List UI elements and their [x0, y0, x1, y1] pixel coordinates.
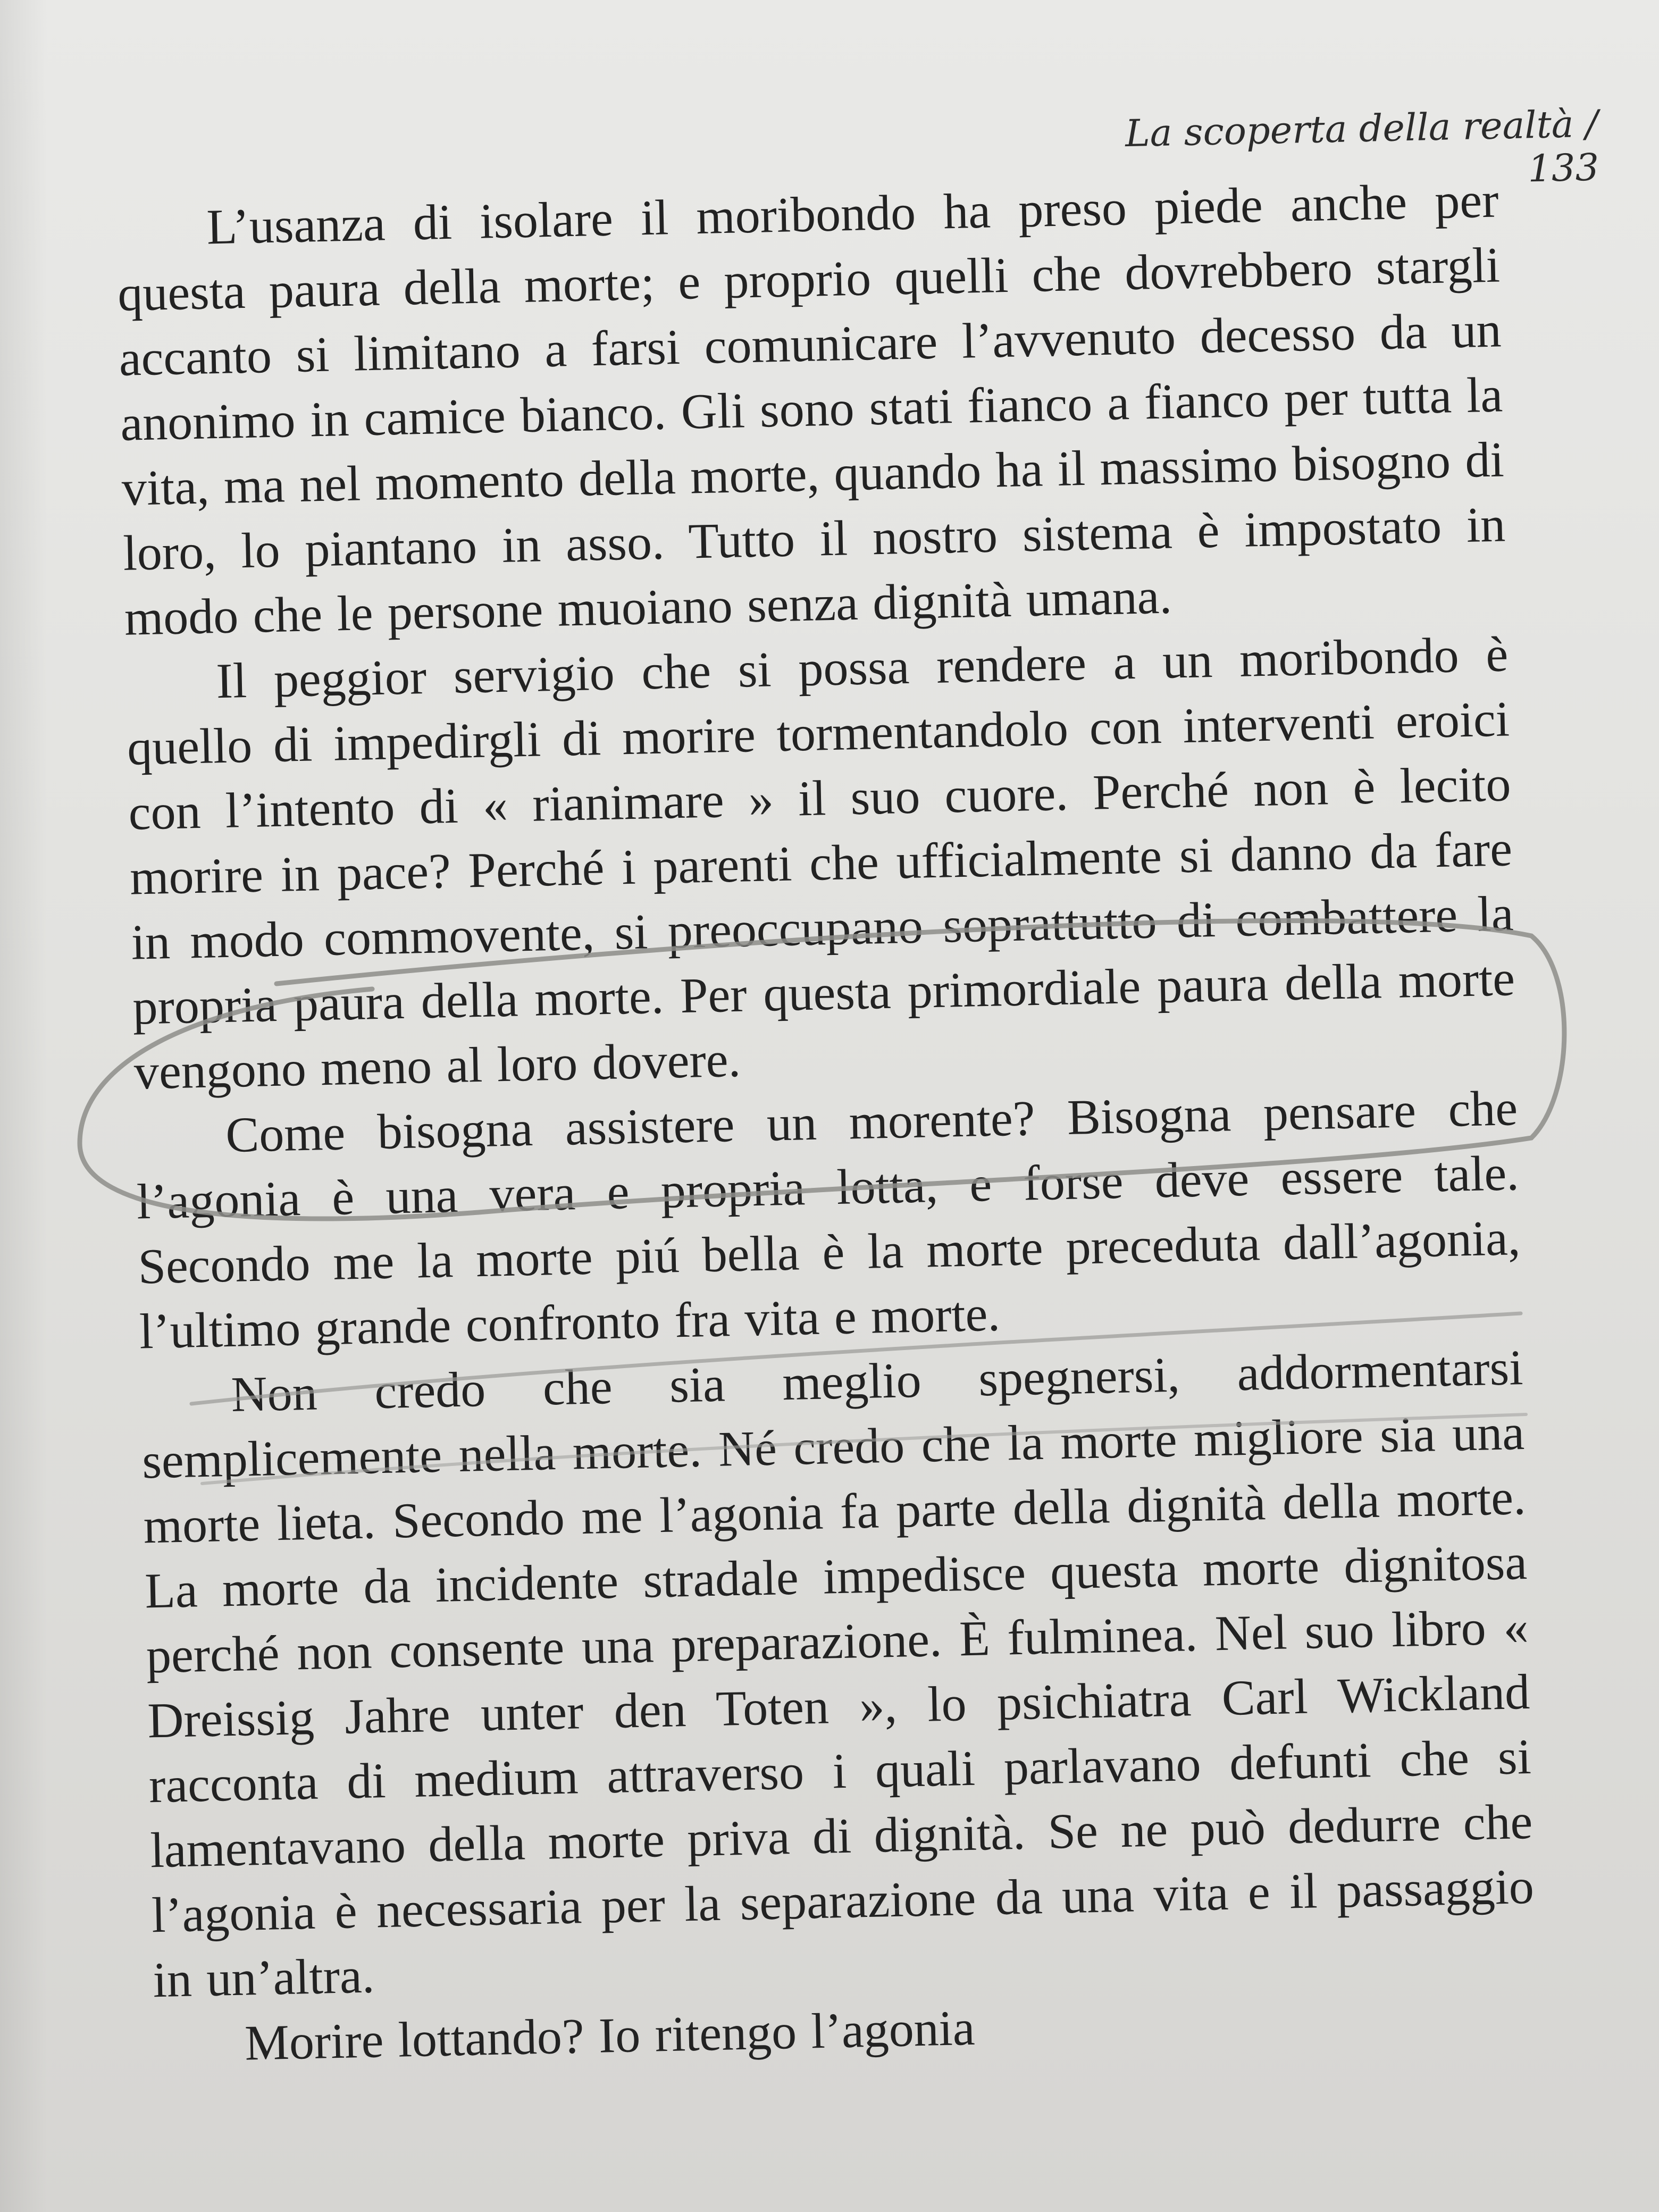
paragraph: Il peggior servigio che si possa rendere a un moribondo è quello di impedirgli di morire tormentandolo con interventi eroici con l’intento di « rianimare » il suo cuore. Perché non è lecito morire in pace? Perché i parenti che ufficialmente si danno da fare in modo commovente, si preoccupano soprattutto di combattere la propria paura della morte. Per questa primordiale paura della morte vengono meno al loro dovere.	[127, 626, 1515, 1100]
running-header: La scoperta della realtà / 133	[1125, 102, 1599, 191]
paragraph: Non credo che sia meglio spegnersi, addormentarsi semplicemente nella morte. Né credo che la morte migliore sia una morte lieta. Secondo me l’agonia fa parte della dignità della morte. La morte da incidente stradale impedisce questa morte dignitosa perché non consente una preparazione. È fulminea. Nel suo libro « Dreissig Jahre unter den Toten », lo psichiatra Carl Wickland racconta di medium attraverso i quali parlavano defunti che si lamentavano della morte priva di dignità. Se ne può dedurre che l’agonia è necessaria per la separazione da una vita e il passaggio in un’altra.	[141, 1340, 1535, 2008]
paragraph: Morire lottando? Io ritengo l’agonia	[244, 2000, 976, 2071]
paragraph: L’usanza di isolare il moribondo ha preso piede anche per questa paura della morte; e proprio quelli che dovrebbero stargli accanto si limitano a farsi comunicare l’avvenuto decesso da un anonimo in camice bianco. Gli sono stati fianco a fianco per tutta la vita, ma nel momento della morte, quando ha il massimo bisogno di loro, lo piantano in asso. Tutto il nostro sistema è impostato in modo che le persone muoiano senza dignità umana.	[117, 172, 1506, 646]
body-text	[116, 168, 1538, 2078]
text-block	[114, 102, 1599, 2071]
paragraph: Come bisogna assistere un morente? Bisogna pensare che l’agonia è una vera e propria lotta, e forse deve essere tale. Secondo me la morte piú bella è la morte preceduta dall’agonia, l’ultimo grande confronto fra vita e morte.	[136, 1080, 1521, 1360]
